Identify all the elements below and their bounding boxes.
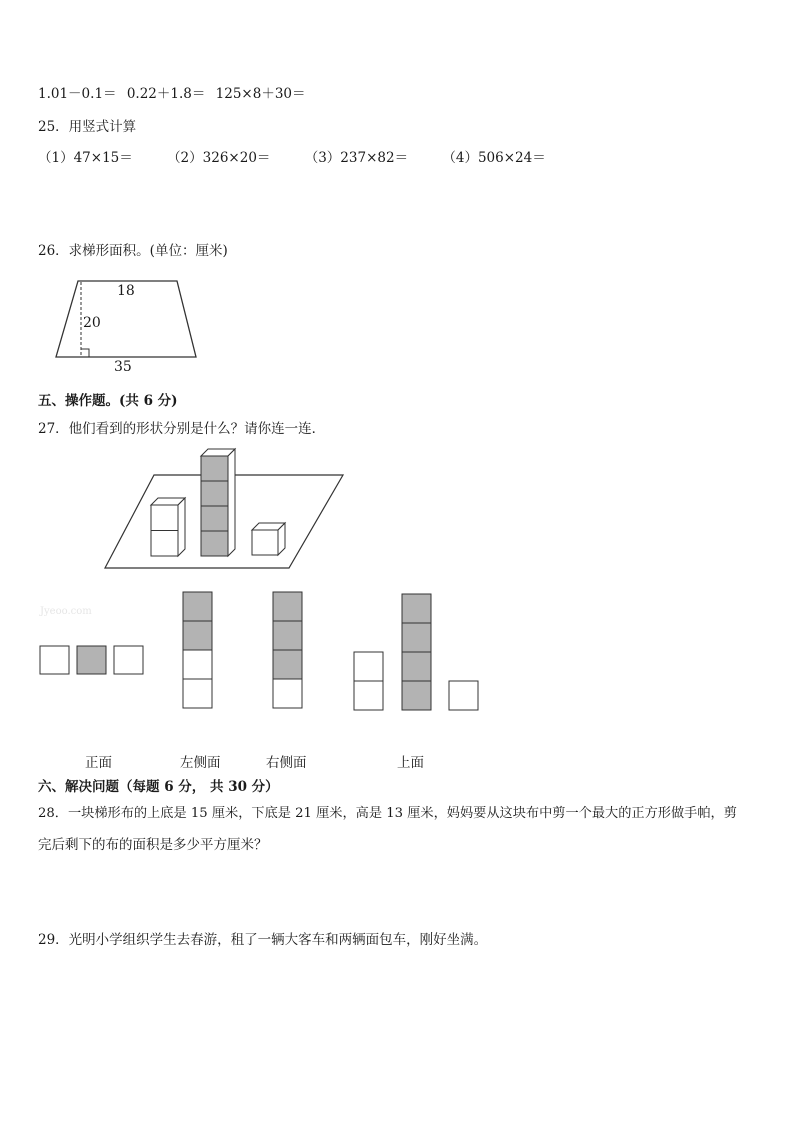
- q26-title: 26．求梯形面积。(单位：厘米): [38, 243, 228, 259]
- q24-calculations: [38, 82, 306, 102]
- middle-cube-stack: [201, 449, 235, 556]
- q25-item-4: （4）506×24＝: [442, 150, 546, 166]
- watermark: Jyeoo.com: [40, 606, 92, 617]
- view-option-3: [271, 590, 305, 710]
- section-6-title: 六、解决问题（每题 6 分， 共 30 分）: [38, 779, 279, 795]
- right-single-cube: [252, 523, 285, 555]
- view-label-front: 正面: [85, 755, 112, 771]
- q25-items: [38, 146, 546, 166]
- view-option-1: [38, 644, 148, 676]
- view-option-2: [181, 590, 215, 710]
- q25-item-2: （2）326×20＝: [167, 150, 271, 166]
- calc-item-1: 1.01－0.1＝: [38, 86, 117, 102]
- calc-item-3: 125×8＋30＝: [215, 86, 306, 102]
- view-option-4: [352, 592, 484, 712]
- q25-item-1: （1）47×15＝: [38, 150, 133, 166]
- calc-item-2: 0.22＋1.8＝: [126, 86, 206, 102]
- left-cube-stack: [151, 498, 185, 556]
- bottom-base-label: 35: [114, 359, 132, 375]
- view-label-left: 左侧面: [180, 755, 221, 771]
- q28-line-2: 完后剩下的布的面积是多少平方厘米？: [38, 837, 268, 853]
- q25-item-3: （3）237×82＝: [304, 150, 409, 166]
- height-label: 20: [83, 315, 101, 331]
- q27-title: 27．他们看到的形状分别是什么？请你连一连．: [38, 421, 326, 437]
- q29-text: 29．光明小学组织学生去春游，租了一辆大客车和两辆面包车，刚好坐满。: [38, 932, 488, 948]
- q28-line-1: 28．一块梯形布的上底是 15 厘米，下底是 21 厘米，高是 13 厘米，妈妈要从这块布中剪一个最大的正方形做手帕，剪: [38, 806, 737, 821]
- q25-title: 25．用竖式计算: [38, 119, 137, 135]
- right-angle-mark: [81, 349, 89, 357]
- section-5-title: 五、操作题。(共 6 分): [38, 393, 178, 409]
- view-label-top: 上面: [397, 755, 424, 771]
- trapezoid-figure: [50, 272, 250, 382]
- top-base-label: 18: [117, 283, 135, 299]
- cube-scene: [100, 446, 360, 596]
- view-label-right: 右侧面: [266, 755, 307, 771]
